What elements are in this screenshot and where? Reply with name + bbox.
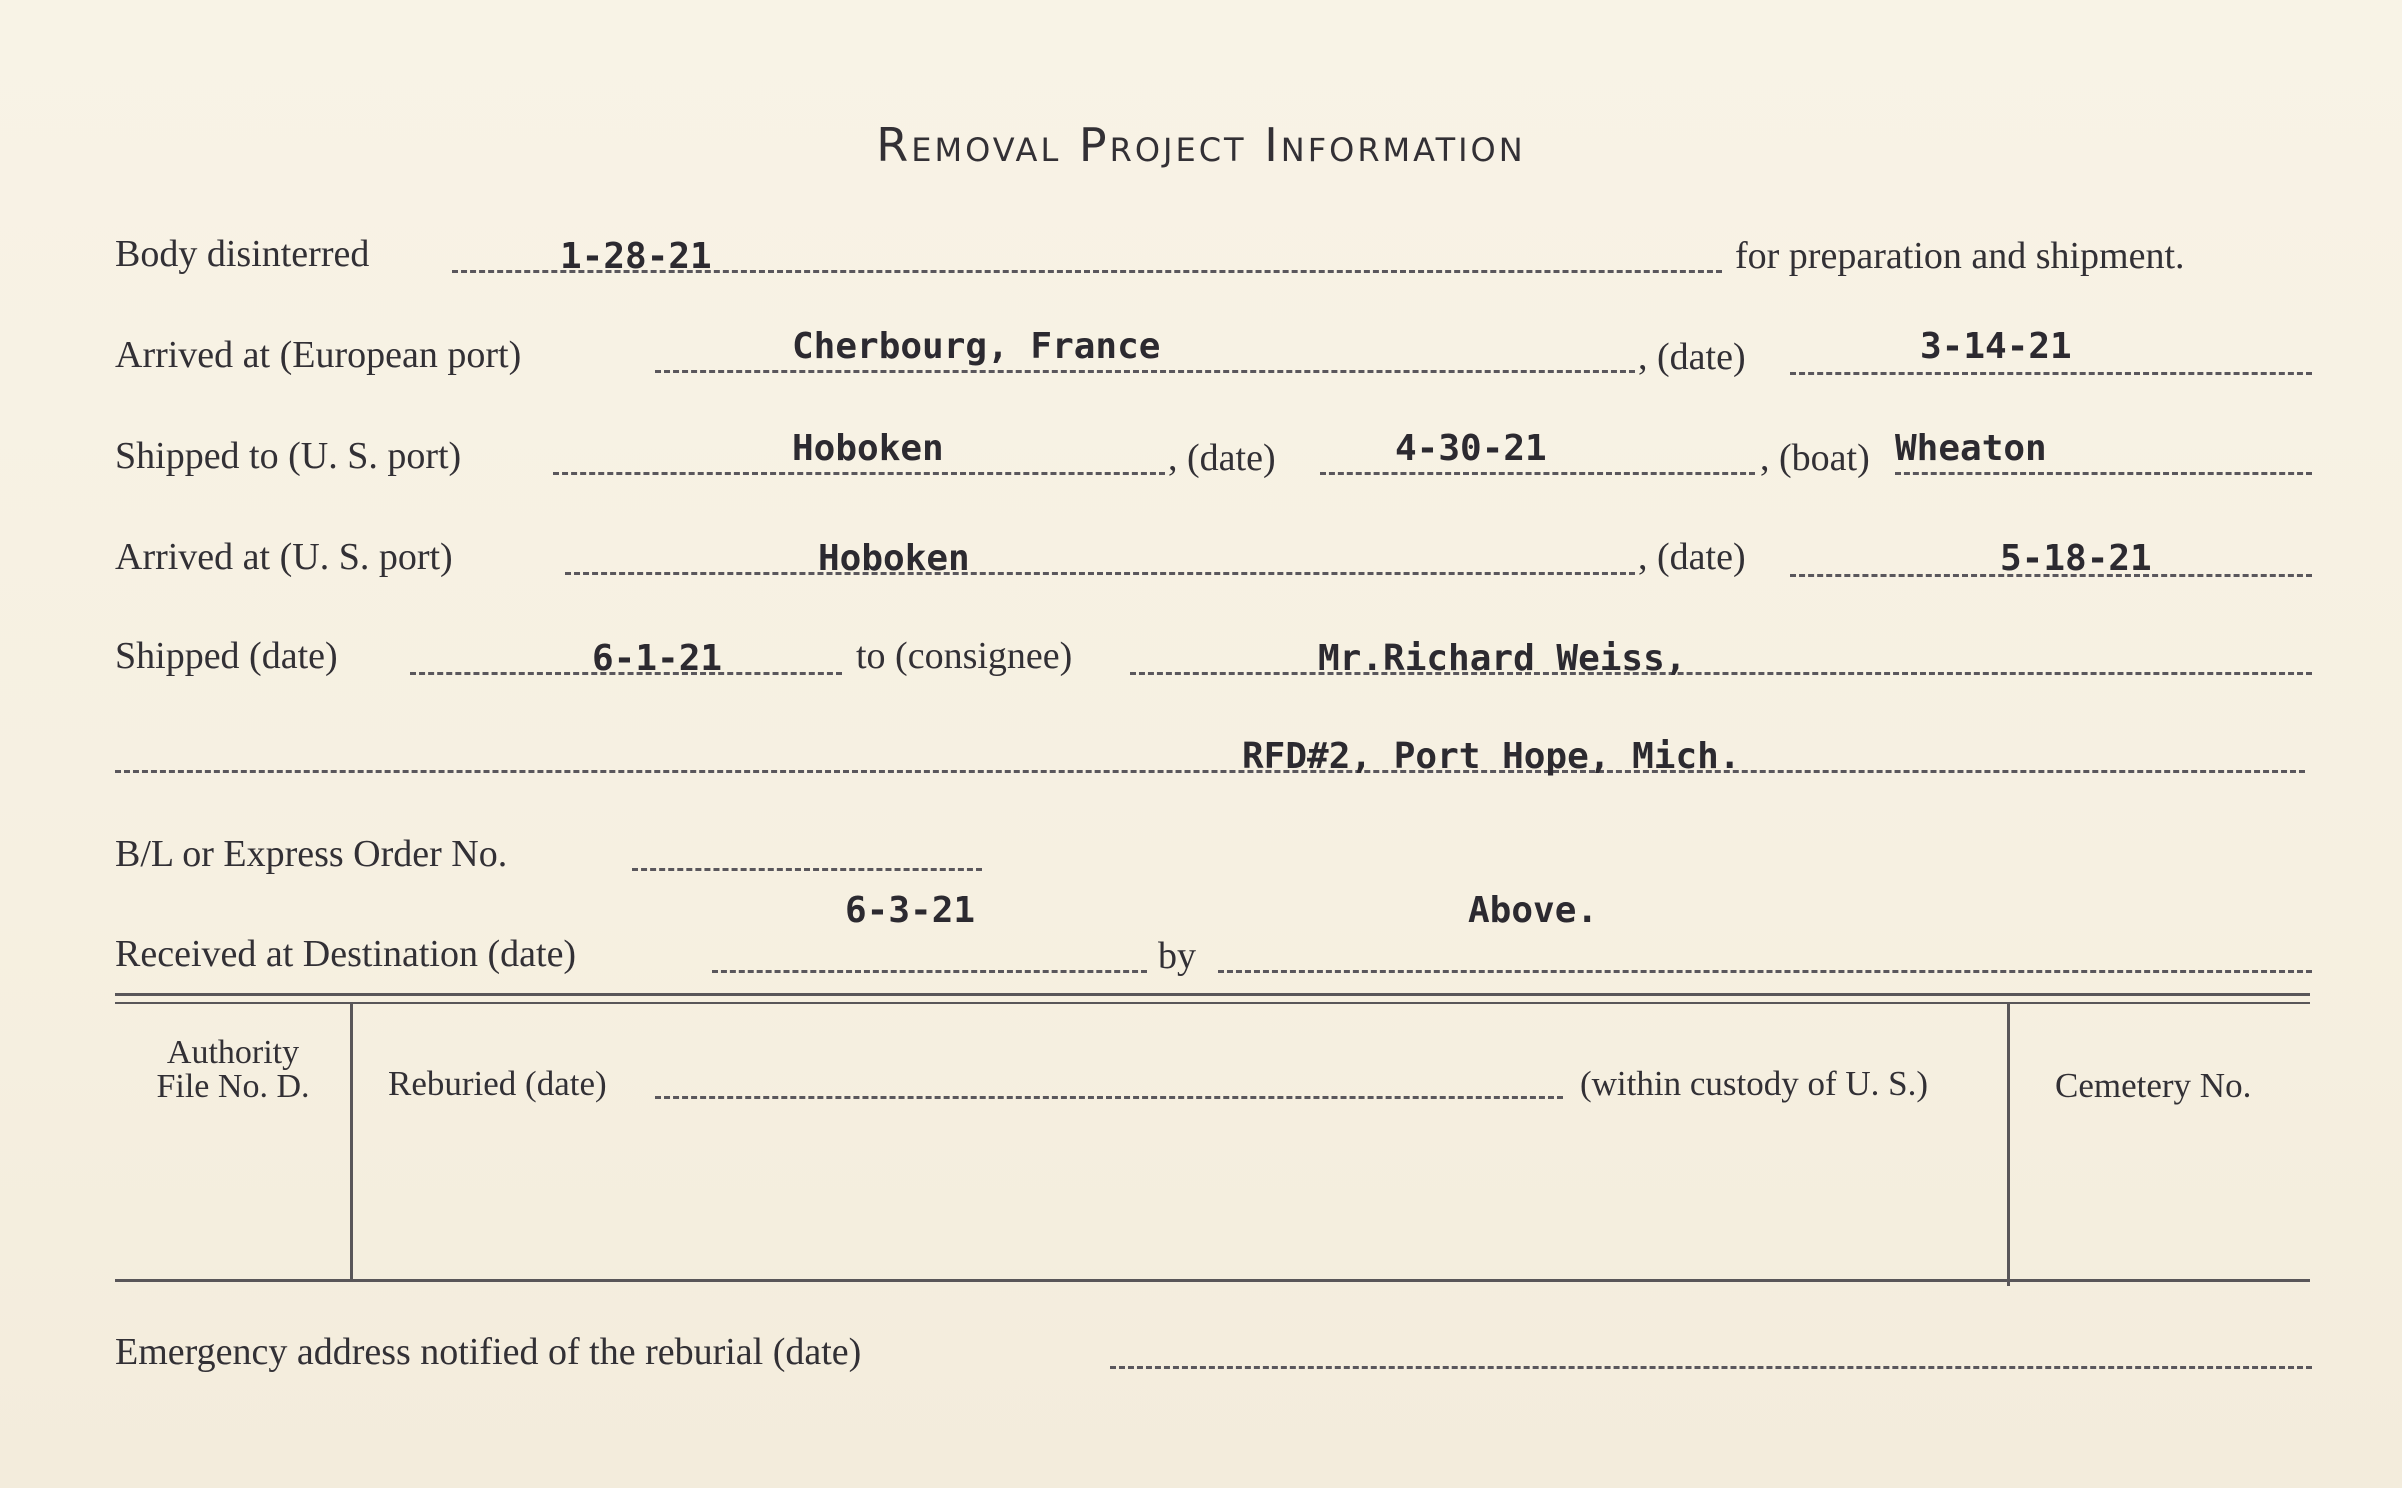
arrived-us-label: Arrived at (U. S. port) [115,536,453,578]
received-by-line [1218,970,2312,973]
table-divider-left [350,1004,353,1280]
table-top-rule [115,993,2310,996]
received-label: Received at Destination (date) [115,933,577,975]
by-label: by [1158,935,1196,977]
received-by-value: Above. [1468,890,1599,931]
arrived-us-line [565,572,1635,575]
shipped-to-label: Shipped to (U. S. port) [115,435,462,477]
emergency-label: Emergency address notified of the reburial (date) [115,1331,862,1373]
arrived-european-label: Arrived at (European port) [115,334,522,376]
european-date-label: , (date) [1638,336,1746,378]
arrived-date-label: , (date) [1638,536,1746,578]
consignee-line [1130,672,2312,675]
shipped-to-line [553,472,1165,475]
boat-value: Wheaton [1895,428,2047,469]
received-date-line [712,970,1147,973]
shipped-date-value: 4-30-21 [1395,428,1547,469]
emergency-line [1110,1366,2312,1369]
consignee-address-value: RFD#2, Port Hope, Mich. [1242,736,1741,777]
cemetery-label: Cemetery No. [2055,1066,2252,1105]
reburied-line [655,1096,1563,1099]
reburied-label: Reburied (date) [388,1064,607,1103]
us-port-arrived-value: Hoboken [818,538,970,579]
bl-order-line [632,868,982,871]
shipped-consignee-date-value: 6-1-21 [592,638,723,679]
table-divider-right [2007,1004,2010,1286]
for-preparation-label: for preparation and shipment. [1735,235,2185,277]
table-top-rule-inner [115,1002,2310,1004]
shipped-date-line [1320,472,1755,475]
shipped-date-label: , (date) [1168,437,1276,479]
table-bottom-rule [115,1279,2310,1282]
to-consignee-label: to (consignee) [856,635,1073,677]
european-date-line [1790,372,2312,375]
disinterred-date-value: 1-28-21 [560,236,712,277]
boat-label: , (boat) [1760,437,1870,479]
european-port-value: Cherbourg, France [792,326,1161,367]
shipped-consignee-date-label: Shipped (date) [115,635,338,677]
consignee-address-line [115,770,2305,773]
consignee-name-value: Mr.Richard Weiss, [1318,638,1687,679]
european-port-line [655,370,1635,373]
body-disinterred-label: Body disinterred [115,233,370,275]
bl-order-label: B/L or Express Order No. [115,833,508,875]
authority-line1: Authority [166,1034,300,1071]
authority-label [118,1036,348,1104]
european-date-value: 3-14-21 [1920,326,2072,367]
boat-line [1895,472,2312,475]
us-port-shipped-value: Hoboken [792,428,944,469]
custody-label: (within custody of U. S.) [1580,1064,1929,1103]
received-date-value: 6-3-21 [845,890,976,931]
file-no-line2: File No. D. [156,1068,310,1105]
arrived-date-value: 5-18-21 [2000,538,2152,579]
card-title: Removal Project Information [876,118,1526,172]
